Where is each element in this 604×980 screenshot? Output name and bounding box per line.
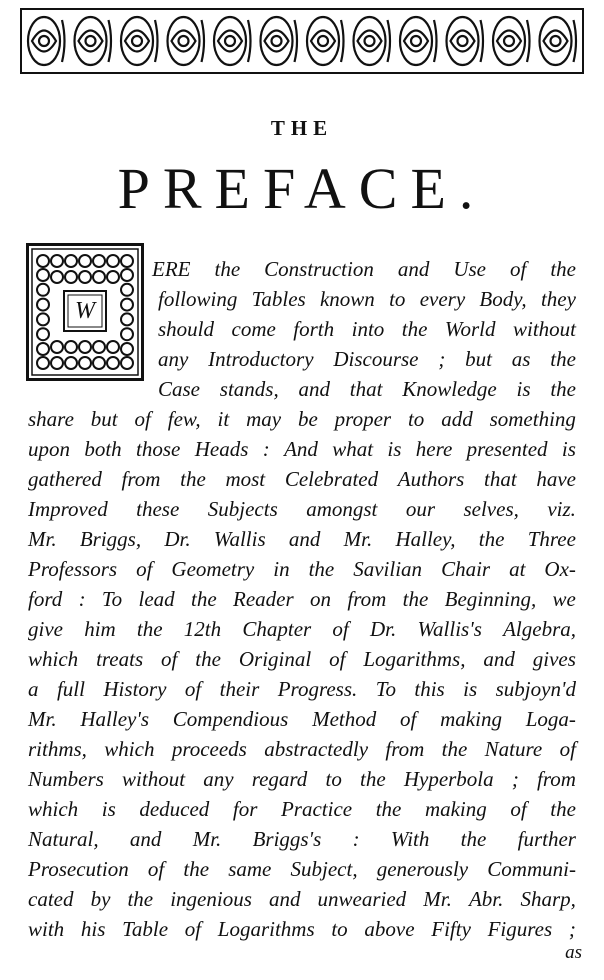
text-line: with his Table of Logarithms to above Fifty Figures ; <box>28 917 576 941</box>
text-line: cated by the ingenious and unwearied Mr. Abr. Sharp, <box>28 887 576 911</box>
catchword: as <box>565 942 582 963</box>
text-line: Mr. Halley's Compendious Method of making Loga- <box>28 707 576 731</box>
ornament-motif <box>493 17 530 65</box>
drop-cap-letter: W <box>75 298 95 324</box>
text-line: ford : To lead the Reader on from the Beginning, we <box>28 587 576 611</box>
text-line: Prosecution of the same Subject, generously Communi- <box>28 857 576 881</box>
ornament-motif <box>168 17 205 65</box>
ornament-motif <box>75 17 112 65</box>
ornament-motif <box>540 17 577 65</box>
text-line: Numbers without any regard to the Hyperbola ; from <box>28 767 576 791</box>
text-line: any Introductory Discourse ; but as the <box>158 347 576 371</box>
text-line: gathered from the most Celebrated Authors that have <box>28 467 576 491</box>
text-line: a full History of their Progress. To this is subjoyn'd <box>28 677 576 701</box>
heading-the: THE <box>270 116 334 140</box>
ornament-motif <box>354 17 391 65</box>
ornament-motif <box>447 17 484 65</box>
ornament-motif <box>261 17 298 65</box>
ornamental-head-band <box>20 8 584 74</box>
text-line: Improved these Subjects amongst our selves, viz. <box>28 497 576 521</box>
text-line: which is deduced for Practice the making of the <box>28 797 576 821</box>
ornament-motif <box>400 17 437 65</box>
text-line: which treats of the Original of Logarithms, and gives <box>28 647 576 671</box>
text-line: Mr. Briggs, Dr. Wallis and Mr. Halley, the Three <box>28 527 576 551</box>
ornament-motif <box>28 17 65 65</box>
text-line: should come forth into the World without <box>158 317 576 341</box>
drop-cap-ornament <box>26 243 144 381</box>
text-line: Case stands, and that Knowledge is the <box>158 377 576 401</box>
text-line: give him the 12th Chapter of Dr. Wallis's Algebra, <box>28 617 576 641</box>
ornament-motif <box>307 17 344 65</box>
text-line: Natural, and Mr. Briggs's : With the further <box>28 827 576 851</box>
text-line: following Tables known to every Body, they <box>158 287 576 311</box>
ornament-motif <box>121 17 158 65</box>
text-line: upon both those Heads : And what is here presented is <box>28 437 576 461</box>
text-line: ERE the Construction and Use of the <box>152 257 576 281</box>
text-line: Professors of Geometry in the Savilian Chair at Ox- <box>28 557 576 581</box>
ornament-motif <box>214 17 251 65</box>
text-line: rithms, which proceeds abstractedly from the Nature of <box>28 737 576 761</box>
text-line: share but of few, it may be proper to add something <box>28 407 576 431</box>
heading-preface: PREFACE. <box>117 156 487 221</box>
